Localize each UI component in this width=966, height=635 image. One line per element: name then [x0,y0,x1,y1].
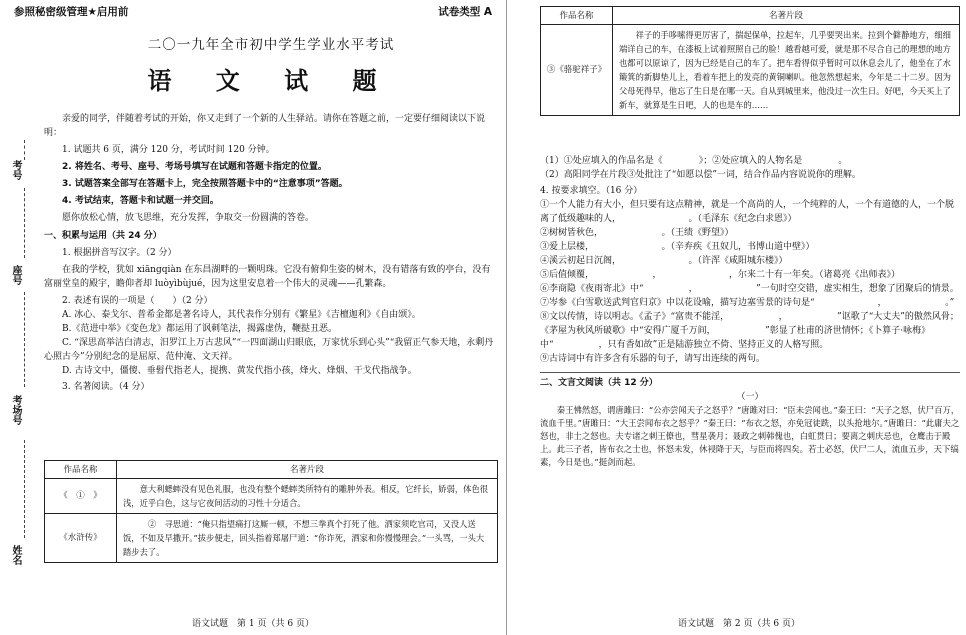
question-4-label: 4. 按要求填空。（16 分） [540,186,643,196]
question-2-option-a: A. 冰心、泰戈尔、普希金都是著名诗人，其代表作分别有《繁星》《吉檀迦利》《自由颂》。 [62,310,421,320]
instruction-item: 2. 将姓名、考号、座号、考场号填写在试题和答题卡指定的位置。 [62,162,327,172]
question-3-sub-1: （1）①处应填入的作品名是《 》；②处应填入的人物名是 。 [540,156,848,166]
fill-item: ⑦岑参《白雪歌送武判官归京》中以花设喻，描写边塞雪景的诗句是“ ， 。” [540,298,955,308]
table-row [45,479,498,514]
page-1-footer: 语文试题 第 1 页（共 6 页） [192,619,314,629]
binding-dash [24,292,25,387]
question-1-text: 在我的学校，犹如 xiāngqiàn 在东昌湖畔的一颗明珠。它没有俯仰生姿的树木，没有错落有致的亭台，没有富丽堂皇的殿宇，瞻仰者却 luòyìbùjué，因为这里安息着一个伟大的灵魂——孔繁森。 [44,265,491,289]
fill-item: ④溪云初起日沉阁， 。（许浑《咸阳城东楼》） [540,256,788,266]
question-1-label: 1. 根据拼音写汉字。（2 分） [62,248,177,258]
table-cell-work: ③《骆驼祥子》 [541,25,613,116]
fill-item: ①一个人能力有大小，但只要有这点精神，就是一个高尚的人，一个纯粹的人，一个有道德的人，一个脱离了低级趣味的人， 。（毛泽东《纪念白求恩》） [540,200,955,224]
instruction-item: 3. 试题答案全部写在答题卡上，完全按照答题卡中的“注意事项”答题。 [62,179,348,189]
fill-item: ⑧文以传情，诗以明志。《孟子》“富贵不能淫， ， ”讴歌了“大丈夫”的傲然风骨；《茅屋为秋风所破歌》中“安得广厦千万间， ”彰显了杜甫的济世情怀；《卜算子·咏梅》中“ ，只有香如故”正是陆游独立不倚、坚持正义的人格写照。 [540,312,959,350]
table-row [541,25,960,116]
fill-item: ③爱上层楼， 。（辛弃疾《丑奴儿，书博山道中壁》） [540,242,815,252]
question-3-label: 3. 名著阅读。（4 分） [62,382,150,392]
classical-passage: 秦王怫然怒，谓唐雎曰：“公亦尝闻天子之怒乎？”唐雎对曰：“臣未尝闻也。”秦王曰：“天子之怒，伏尸百万，流血千里。”唐雎曰：“大王尝闻布衣之怒乎？”秦王曰：“布衣之怒，亦免冠徒跣，以头抢地尔。”唐雎曰：“此庸夫之怒也，非士之怒也。夫专诸之刺王僚也，彗星袭月；聂政之刺韩傀也，白虹贯日；要离之刺庆忌也，仓鹰击于殿上。此三子者，皆布衣之士也，怀怒未发，休祲降于天，与臣而将四矣。若士必怒，伏尸二人，流血五步，天下缟素，今日是也。”挺剑而起。 [540,405,960,467]
binding-dash [24,440,25,538]
instructions [44,112,498,394]
table-cell-work: 《水浒传》 [45,514,117,563]
table-cell-work: 《 ① 》 [45,479,117,514]
subject-title: 语 文 试 题 [147,66,395,95]
binding-margin [0,0,34,635]
question-2-label: 2. 表述有误的一项是（ ）（2 分） [62,296,213,306]
passage-number: （一） [736,392,764,402]
works-table-1 [44,460,498,563]
instruction-item: 1. 试题共 6 页，满分 120 分，考试时间 120 分钟。 [62,145,275,155]
fill-item: ⑥李商隐《夜雨寄北》中“ ， ”一句时空交错，虚实相生，想象了团聚后的情景。 [540,284,959,294]
table-cell-fragment: 意大利蟋蟀没有见色礼服，也没有整个蟋蟀类所特有的雕肿外表。相反，它纤长，娇弱，体色很浅，近乎白色，这与它夜间活动的习性十分适合。 [117,479,498,514]
fill-item: ⑨古诗词中有许多含有乐器的句子，请写出连续的两句。 [540,354,766,364]
section-1-title: 一、积累与运用（共 24 分） [44,231,162,241]
fill-item: ②树树皆秋色， 。（王绩《野望》） [540,228,734,238]
encouragement: 愿你放松心情，放飞思维，充分发挥，争取交一份圆满的答卷。 [62,213,315,223]
table-header-work: 作品名称 [541,7,613,25]
table-header-fragment: 名著片段 [117,461,498,479]
table-cell-fragment: 祥子的手哆嗦得更厉害了，揣起保单，拉起车，几乎要哭出来。拉到个僻静地方，细细端详自己的车，在漆板上试着照照自己的脸！越看越可爱，就是那不尽合自己的理想的地方也都可以原谅了，因为已经是自己的车了。把车看得似乎暂时可以休息会儿了，他坐在了水簸箕的新脚垫儿上，看着车把上的发亮的黄铜喇叭。他忽然想起来，今年是二十二岁。因为父母死得早，他忘了生日是在哪一天。自从到城里来，他没过一次生日。好吧，今天买上了新车，就算是生日吧，人的也是车的…… [613,25,960,116]
works-table-2 [540,6,960,116]
fill-item: ⑤后值倾覆， ， ，尔来二十有一年矣。（诸葛亮《出师表》） [540,270,901,280]
table-header-fragment: 名著片段 [613,7,960,25]
question-2-option-b: B.《范进中举》《变色龙》都运用了讽刺笔法，揭露虚伪，鞭挞丑恶。 [62,324,337,334]
binding-dash [24,188,25,258]
binding-label-name: 姓名 [10,545,21,565]
instruction-item: 4. 考试结束，答题卡和试题一并交回。 [62,196,219,206]
binding-label-exam-number: 考号 [10,160,21,180]
secret-label: 参照秘密级管理★启用前 [14,6,129,18]
question-3-sub-2: （2）高阳同学在片段③处批注了“如愿以偿”一词，结合作品内容说说你的理解。 [540,170,861,180]
binding-label-room-number: 考场号 [10,395,21,425]
questions-block [540,154,960,469]
question-2-option-c: C. “深思高举洁白清志，汨罗江上万古悲风”“一四面湖山归眼底，万家忧乐到心头”“我留正气参天地，永剩丹心照古今”分别纪念的是屈原、范仲淹、文天祥。 [44,338,494,362]
section-2-title: 二、文言文阅读（共 12 分） [540,378,658,388]
table-cell-fragment: ② 寻思道：“俺只指望痛打这厮一顿，不想三拳真个打死了他。洒家须吃官司，又没人送饭，不如及早撒开。”拔步便走，回头指着郑屠尸道：“你诈死，洒家和你慢慢理会。”一头骂，一头大踏步去了。 [117,514,498,563]
binding-dash [24,140,25,160]
binding-label-seat-number: 座号 [10,265,21,285]
intro-paragraph: 亲爱的同学，伴随着考试的开始，你又走到了一个新的人生驿站。请你在答题之前，一定要仔细阅读以下说明： [44,114,486,138]
page-2-footer: 语文试题 第 2 页（共 6 页） [678,619,800,629]
paper-type-label: 试卷类型 A [438,6,492,18]
section-divider [540,372,960,373]
question-2-option-d: D. 古诗文中，僵傻、垂髫代指老人，提携、黄发代指小孩，烽火、烽烟、干戈代指战争。 [62,366,417,376]
table-header-work: 作品名称 [45,461,117,479]
table-row [45,514,498,563]
exam-title: 二〇一九年全市初中学生学业水平考试 [147,37,395,53]
exam-page-2 [512,0,966,635]
